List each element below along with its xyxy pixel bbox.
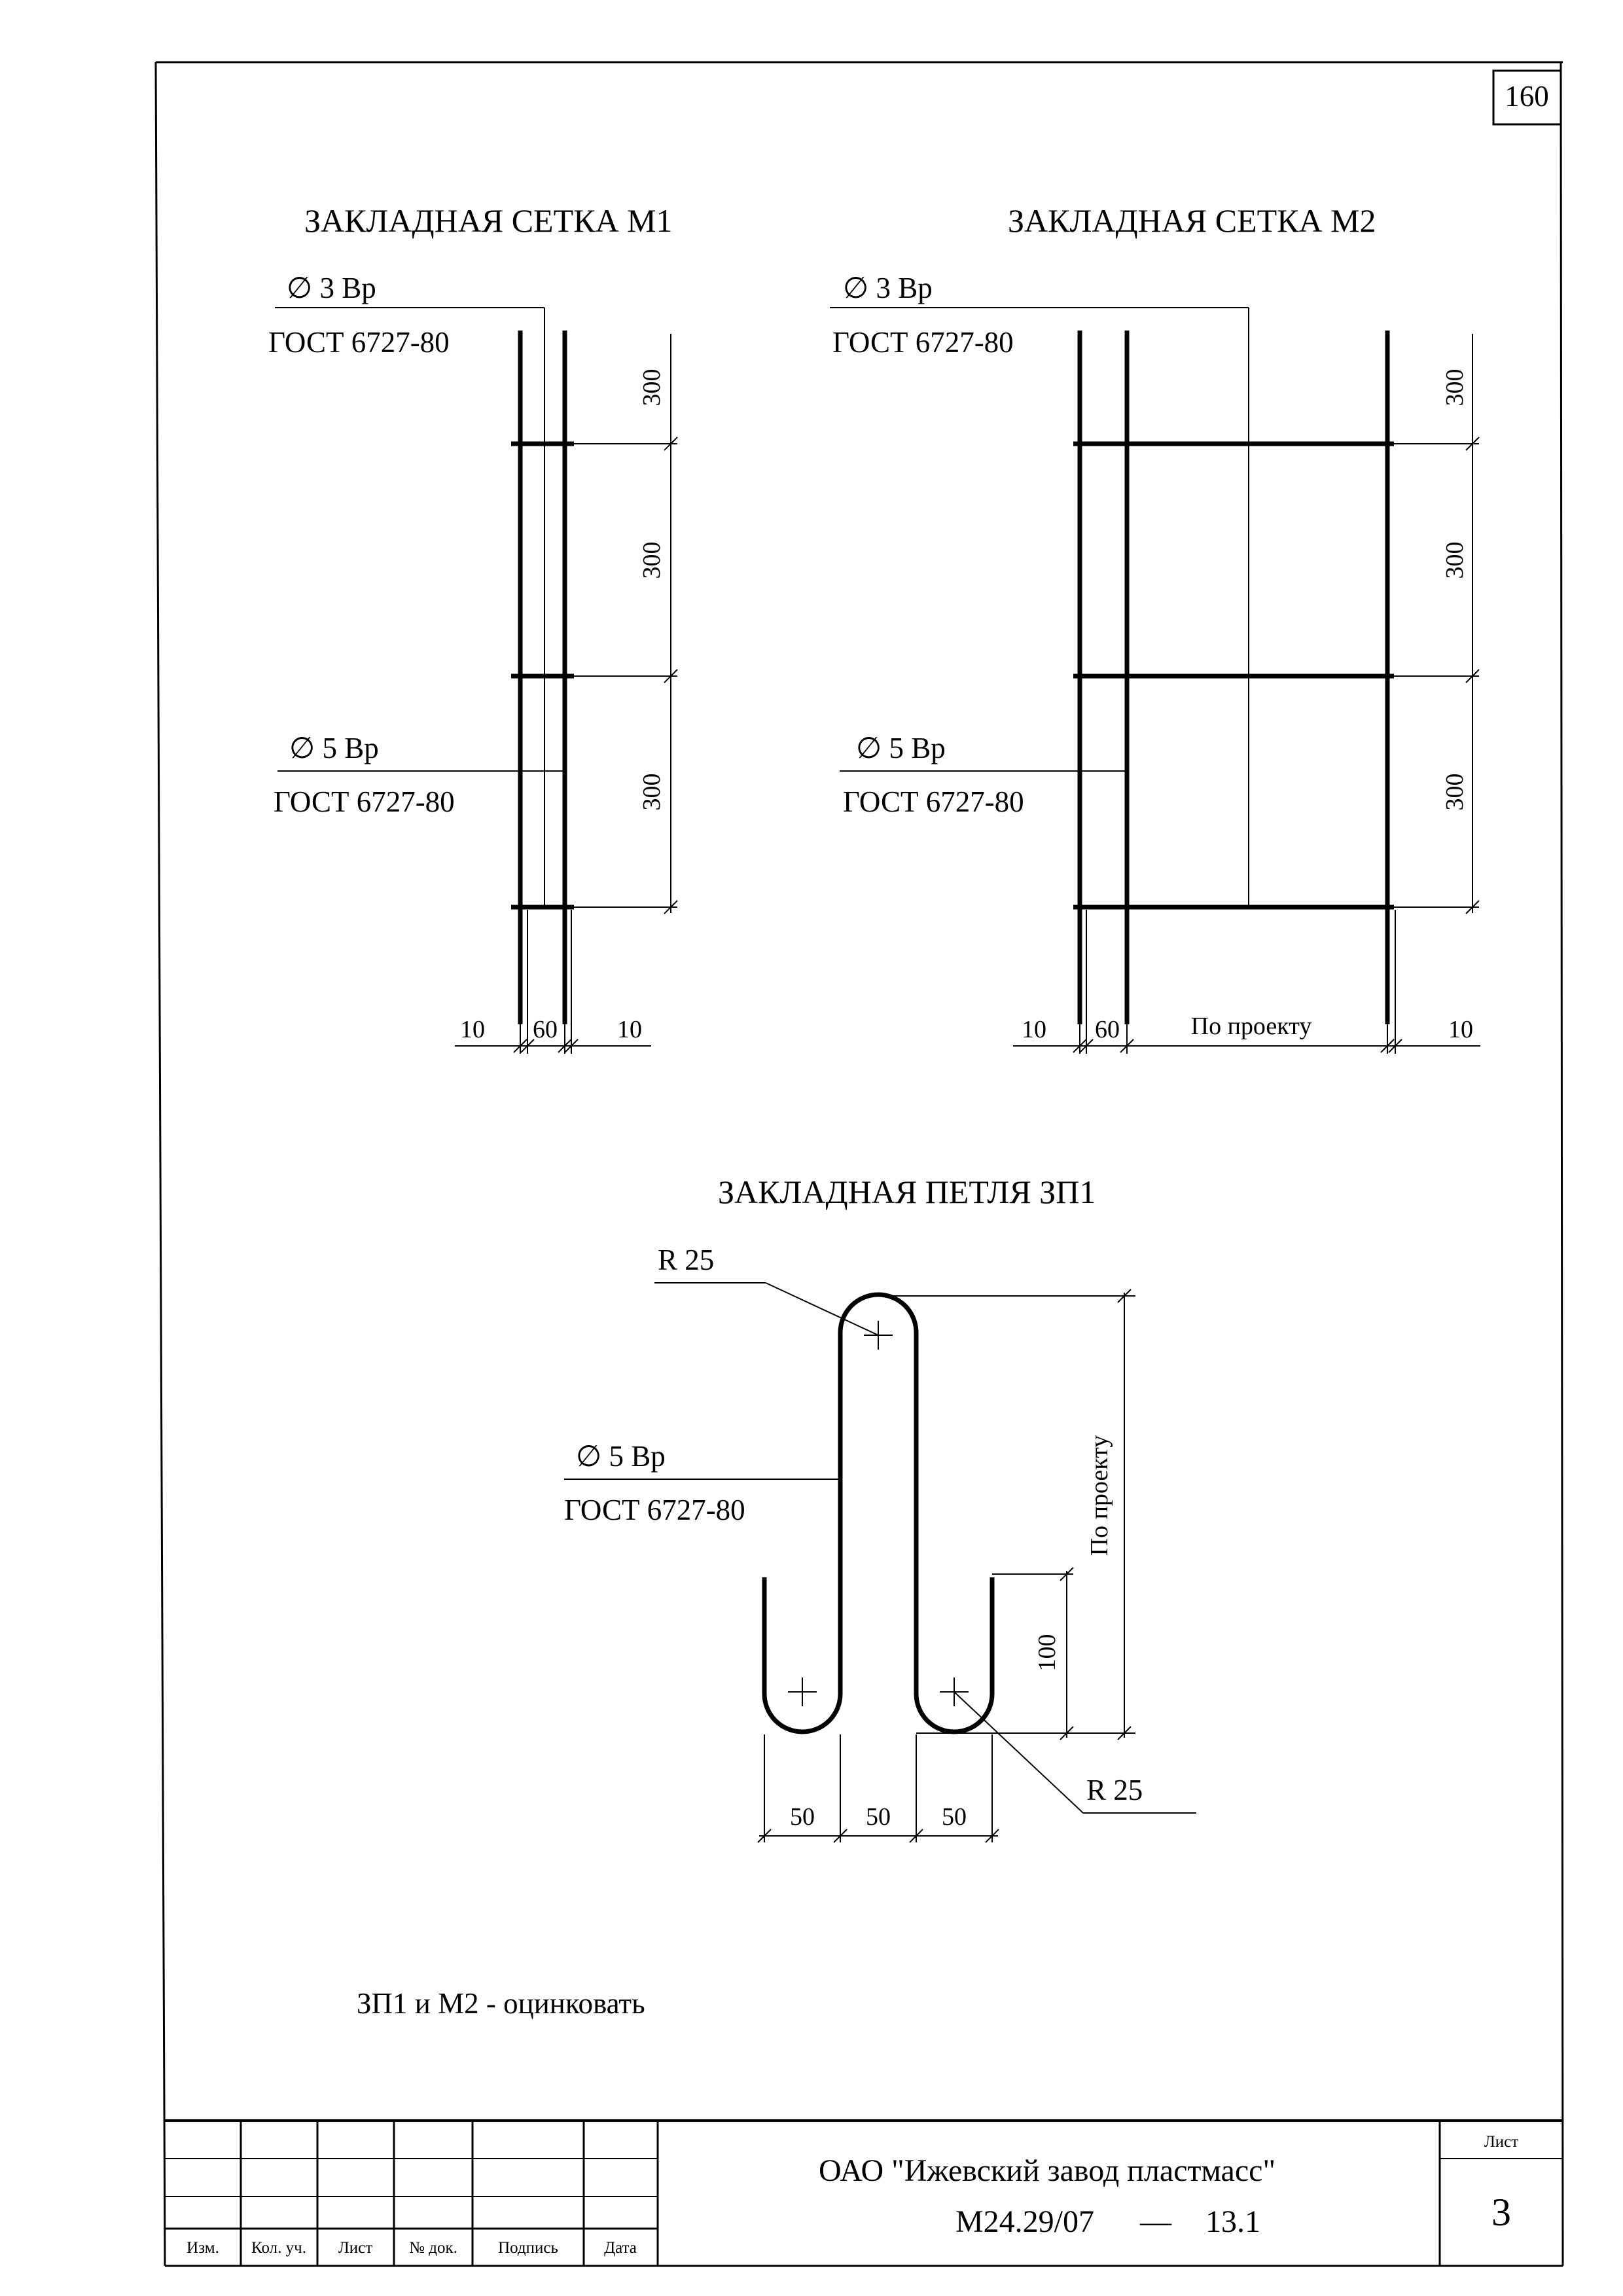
column-header: Изм. [187,2239,219,2257]
dim-label: 50 [942,1803,967,1831]
mesh-m1-bottom-wire-label [274,732,455,818]
dim-label: 300 [638,541,666,579]
loop-zp1-radius-bottom: R 25 [1086,1774,1143,1806]
dim-label: 300 [638,368,666,406]
code-separator: — [1140,2204,1171,2239]
mesh-m1-bottom-wire-gost: ГОСТ 6727-80 [274,785,455,818]
column-header: № док. [409,2239,457,2257]
mesh-m1-top-wire-gost: ГОСТ 6727-80 [268,326,450,359]
dim-label: 300 [1441,541,1469,579]
mesh-m2-bottom-wire-label [843,732,1024,818]
column-header: Кол. уч. [251,2239,306,2257]
mesh-m2-title: ЗАКЛАДНАЯ СЕТКА М2 [1008,202,1376,239]
mesh-m2-bottom-wire-dia: ∅ 5 Вр [856,732,946,764]
dim-label: 300 [1441,773,1469,811]
loop-zp1-height-dim: По проекту [1086,1435,1113,1556]
mesh-m1-top-wire-label [268,272,450,359]
sheet-number-box [1493,71,1561,124]
organization-name: ОАО "Ижевский завод пластмасс" [818,2153,1276,2188]
loop-zp1-wire-label [564,1440,745,1526]
title-block-columns [187,2239,637,2257]
dim-label: 60 [533,1016,558,1043]
sheet-value: 3 [1491,2191,1511,2234]
document-code: М24.29/07 [955,2204,1095,2239]
loop-zp1-title: ЗАКЛАДНАЯ ПЕТЛЯ ЗП1 [718,1174,1096,1210]
dim-label: 10 [460,1016,485,1043]
loop-zp1-wire-gost: ГОСТ 6727-80 [564,1494,745,1526]
loop-zp1-wire-dia: ∅ 5 Вр [576,1440,666,1473]
dim-label: 50 [790,1803,815,1831]
dim-label: 300 [638,773,666,811]
dim-label: По проекту [1190,1013,1312,1040]
dim-label: 10 [617,1016,642,1043]
loop-zp1-hook-dim: 100 [1033,1634,1061,1672]
dim-label: 10 [1022,1016,1046,1043]
mesh-m1-vertical-dims [638,369,666,811]
mesh-m1-top-wire-dia: ∅ 3 Вр [287,272,376,304]
sheet-number: 160 [1505,80,1549,113]
dim-label: 60 [1095,1016,1120,1043]
dim-label: 10 [1448,1016,1473,1043]
mesh-m1-bottom-wire-dia: ∅ 5 Вр [289,732,379,764]
loop-zp1-width-dims [790,1803,967,1831]
column-header: Лист [338,2239,373,2257]
mesh-m1-horizontal-dims [460,1016,642,1043]
mesh-m2-vertical-dims [1441,369,1469,811]
galvanize-note: ЗП1 и М2 - оцинковать [357,1987,645,2020]
mesh-m2-top-wire-label [832,272,1014,359]
column-header: Подпись [498,2239,558,2257]
document-section: 13.1 [1205,2204,1260,2239]
sheet-label: Лист [1484,2133,1519,2151]
dim-label: 300 [1441,368,1469,406]
title-block [165,2121,1563,2266]
sheet-frame [156,62,1563,2266]
mesh-m2-bottom-wire-gost: ГОСТ 6727-80 [843,785,1024,818]
dim-label: 50 [866,1803,891,1831]
mesh-m2-horizontal-dims [1022,1013,1473,1043]
column-header: Дата [604,2239,637,2257]
loop-zp1-radius-top: R 25 [658,1244,715,1276]
mesh-m2-top-wire-dia: ∅ 3 Вр [843,272,933,304]
mesh-m1-title: ЗАКЛАДНАЯ СЕТКА М1 [304,202,673,239]
mesh-m2-top-wire-gost: ГОСТ 6727-80 [832,326,1014,359]
